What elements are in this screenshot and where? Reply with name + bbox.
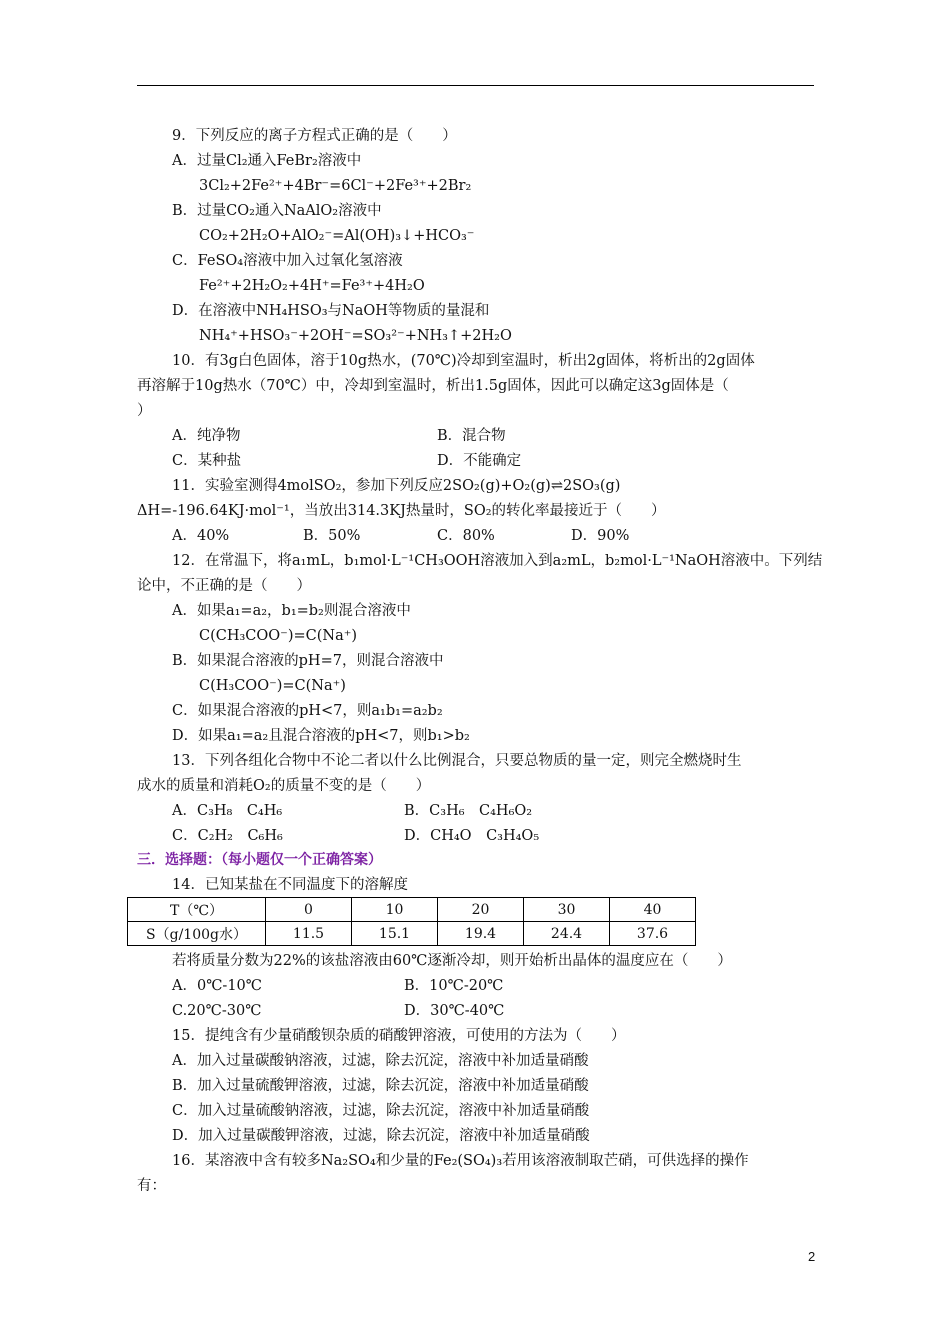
table-cell: 19.4 <box>438 922 524 946</box>
q9-option-c-equation: Fe²⁺+2H₂O₂+4H⁺=Fe³⁺+4H₂O <box>199 278 425 294</box>
q10-stem-line2: 再溶解于10g热水（70℃）中，冷却到室温时，析出1.5g固体，因此可以确定这3g固体是（ <box>137 378 729 394</box>
q16-stem-line2: 有： <box>137 1178 166 1194</box>
q13-option-b: B．C₃H₆ C₄H₆O₂ <box>404 803 533 819</box>
q12-option-b-equation: C(H₃COO⁻)=C(Na⁺) <box>199 678 346 694</box>
table-cell: 11.5 <box>266 922 352 946</box>
q10-option-c: C．某种盐 <box>172 453 242 469</box>
table-cell: 24.4 <box>524 922 610 946</box>
q9-option-b-equation: CO₂+2H₂O+AlO₂⁻=Al(OH)₃↓+HCO₃⁻ <box>199 228 475 244</box>
q10-stem-line1: 10．有3g白色固体，溶于10g热水，(70℃)冷却到室温时，析出2g固体，将析出的2g固体 <box>172 353 755 369</box>
table-cell: S（g/100g水） <box>128 922 266 946</box>
q12-option-a: A．如果a₁=a₂，b₁=b₂则混合溶液中 <box>172 603 411 619</box>
q9-stem: 9．下列反应的离子方程式正确的是（ ） <box>172 128 457 144</box>
page-number: 2 <box>808 1249 816 1264</box>
q9-option-a-equation: 3Cl₂+2Fe²⁺+4Br⁻=6Cl⁻+2Fe³⁺+2Br₂ <box>199 178 472 194</box>
q15-stem: 15．提纯含有少量硝酸钡杂质的硝酸钾溶液，可使用的方法为（ ） <box>172 1028 626 1044</box>
q11-option-b: B．50% <box>303 528 361 544</box>
table-cell: 20 <box>438 898 524 922</box>
q11-option-c: C．80% <box>437 528 495 544</box>
q14-stem-line2: 若将质量分数为22%的该盐溶液由60℃逐渐冷却，则开始析出晶体的温度应在（ ） <box>172 953 732 969</box>
q11-option-a: A．40% <box>172 528 230 544</box>
q9-option-c: C．FeSO₄溶液中加入过氧化氢溶液 <box>172 253 403 269</box>
q11-option-d: D．90% <box>571 528 630 544</box>
table-cell: 40 <box>610 898 696 922</box>
q13-stem-line2: 成水的质量和消耗O₂的质量不变的是（ ） <box>137 778 431 794</box>
table-cell: 0 <box>266 898 352 922</box>
q10-option-a: A．纯净物 <box>172 428 241 444</box>
q10-option-d: D．不能确定 <box>437 453 522 469</box>
q15-option-a: A．加入过量碳酸钠溶液，过滤，除去沉淀，溶液中补加适量硝酸 <box>172 1053 589 1069</box>
table-cell: 10 <box>352 898 438 922</box>
table-cell: 37.6 <box>610 922 696 946</box>
q12-stem-line1: 12．在常温下，将a₁mL，b₁mol·L⁻¹CH₃OOH溶液加入到a₂mL，b₂mol·L⁻¹NaOH溶液中。下列结 <box>172 553 823 569</box>
q14-option-a: A．0℃-10℃ <box>172 978 262 994</box>
table-cell: T（℃） <box>128 898 266 922</box>
q13-option-d: D．CH₄O C₃H₄O₅ <box>404 828 540 844</box>
table-row <box>128 898 696 922</box>
table-row <box>128 922 696 946</box>
q14-option-b: B．10℃-20℃ <box>404 978 504 994</box>
q10-stem-line3: ） <box>137 403 152 419</box>
q13-stem-line1: 13．下列各组化合物中不论二者以什么比例混合，只要总物质的量一定，则完全燃烧时生 <box>172 753 742 769</box>
q10-option-b: B．混合物 <box>437 428 506 444</box>
q14-stem: 14．已知某盐在不同温度下的溶解度 <box>172 877 408 893</box>
q12-option-a-equation: C(CH₃COO⁻)=C(Na⁺) <box>199 628 358 644</box>
table-cell: 15.1 <box>352 922 438 946</box>
header-rule <box>137 85 814 86</box>
q15-option-b: B．加入过量硫酸钾溶液，过滤，除去沉淀，溶液中补加适量硝酸 <box>172 1078 589 1094</box>
section-heading: 三．选择题：（每小题仅一个正确答案） <box>137 852 382 868</box>
q16-stem-line1: 16．某溶液中含有较多Na₂SO₄和少量的Fe₂(SO₄)₃若用该溶液制取芒硝，可供选择的操作 <box>172 1153 749 1169</box>
q9-option-d-equation: NH₄⁺+HSO₃⁻+2OH⁻=SO₃²⁻+NH₃↑+2H₂O <box>199 328 512 344</box>
q14-option-d: D．30℃-40℃ <box>404 1003 505 1019</box>
q11-stem-line1: 11．实验室测得4molSO₂，参加下列反应2SO₂(g)+O₂(g)⇌2SO₃(g) <box>172 478 621 494</box>
q15-option-c: C．加入过量硫酸钠溶液，过滤，除去沉淀，溶液中补加适量硝酸 <box>172 1103 590 1119</box>
q13-option-a: A．C₃H₈ C₄H₆ <box>172 803 283 819</box>
q15-option-d: D．加入过量碳酸钾溶液，过滤，除去沉淀，溶液中补加适量硝酸 <box>172 1128 590 1144</box>
table-cell: 30 <box>524 898 610 922</box>
q11-stem-line2: ΔH=-196.64KJ·mol⁻¹，当放出314.3KJ热量时，SO₂的转化率最接近于（ ） <box>137 503 666 519</box>
q13-option-c: C．C₂H₂ C₆H₆ <box>172 828 283 844</box>
q9-option-d: D．在溶液中NH₄HSO₃与NaOH等物质的量混和 <box>172 303 490 319</box>
q12-option-d: D．如果a₁=a₂且混合溶液的pH<7，则b₁>b₂ <box>172 728 470 744</box>
q12-stem-line2: 论中，不正确的是（ ） <box>137 578 311 594</box>
q12-option-c: C．如果混合溶液的pH<7，则a₁b₁=a₂b₂ <box>172 703 443 719</box>
q14-option-c: C.20℃-30℃ <box>172 1003 262 1019</box>
q12-option-b: B．如果混合溶液的pH=7，则混合溶液中 <box>172 653 444 669</box>
solubility-table <box>127 897 696 946</box>
q9-option-b: B．过量CO₂通入NaAlO₂溶液中 <box>172 203 382 219</box>
q9-option-a: A．过量Cl₂通入FeBr₂溶液中 <box>172 153 362 169</box>
